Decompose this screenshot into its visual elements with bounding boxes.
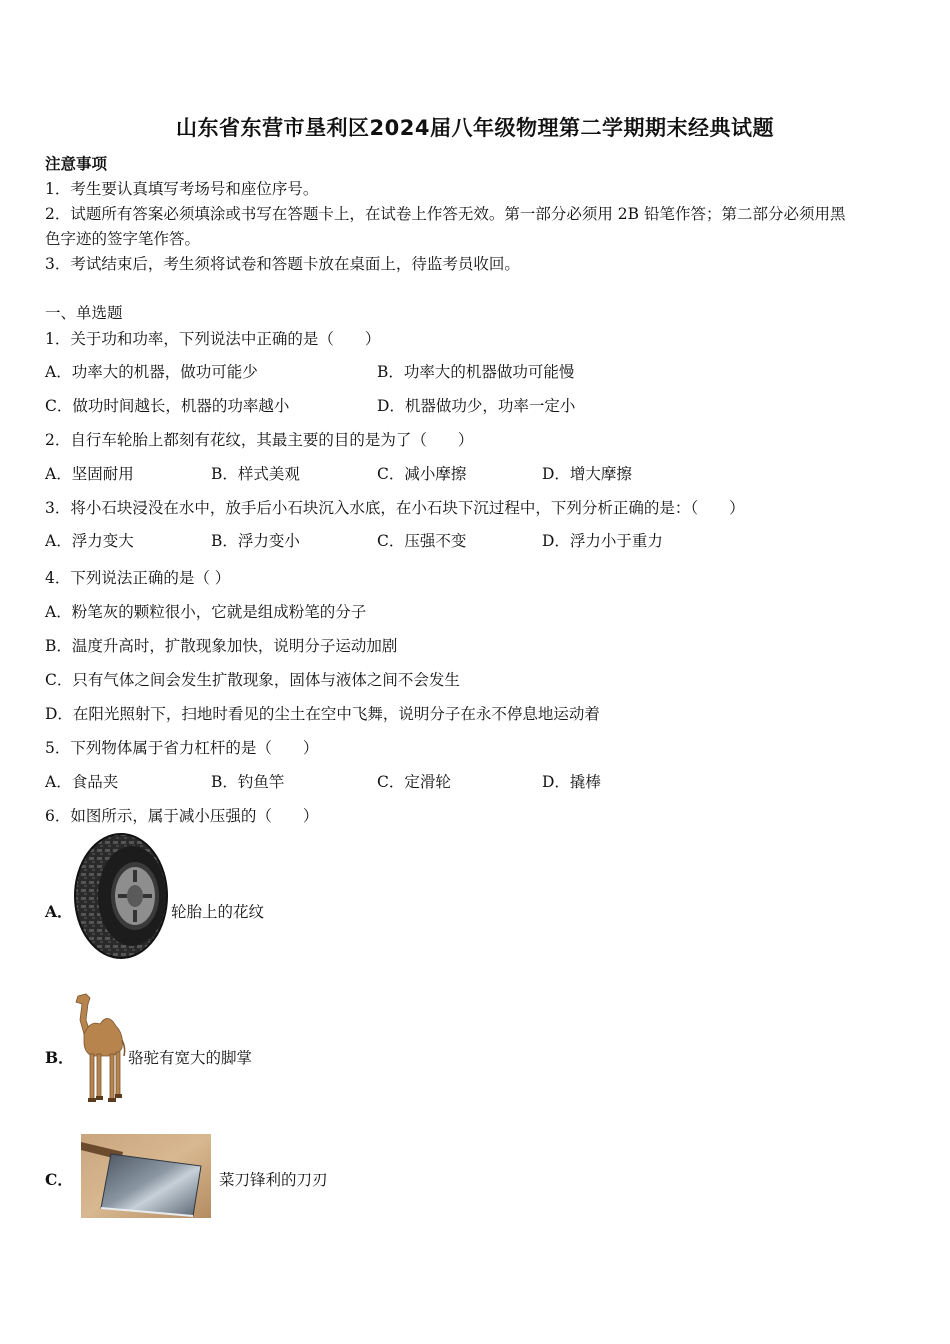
cleaver-image	[81, 1134, 211, 1218]
option-label: A．	[45, 902, 73, 921]
option: C．做功时间越长，机器的功率越小	[45, 397, 290, 415]
option-text: 轮胎上的花纹	[171, 903, 265, 921]
option: C．只有气体之间会发生扩散现象，固体与液体之间不会发生	[45, 671, 460, 689]
option: B．温度升高时，扩散现象加快，说明分子运动加剧	[45, 637, 398, 655]
option-text: 骆驼有宽大的脚掌	[128, 1049, 253, 1067]
tire-image	[72, 832, 170, 960]
question-stem: 5．下列物体属于省力杠杆的是（ ）	[45, 739, 319, 757]
option: B．浮力变小	[211, 532, 300, 550]
option-label: C．	[45, 1170, 73, 1189]
question-stem: 2．自行车轮胎上都刻有花纹，其最主要的目的是为了（ ）	[45, 431, 474, 449]
option: C．定滑轮	[377, 773, 451, 791]
question-stem: 3．将小石块浸没在水中，放手后小石块沉入水底，在小石块下沉过程中，下列分析正确的是：（ ）	[45, 499, 745, 517]
option: C．减小摩擦	[377, 465, 467, 483]
question-stem: 6．如图所示，属于减小压强的（ ）	[45, 807, 319, 825]
option: C．压强不变	[377, 532, 467, 550]
notice-item: 3．考试结束后，考生须将试卷和答题卡放在桌面上，待监考员收回。	[45, 255, 520, 273]
camel-image	[72, 990, 128, 1108]
option: D．机器做功少，功率一定小	[377, 397, 576, 415]
option: D．增大摩擦	[542, 465, 632, 483]
option: D．在阳光照射下，扫地时看见的尘土在空中飞舞，说明分子在永不停息地运动着	[45, 705, 600, 723]
option: D．撬棒	[542, 773, 601, 791]
option-text: 菜刀锋利的刀刃	[219, 1171, 328, 1189]
option: B．钓鱼竿	[211, 773, 285, 791]
option: B．功率大的机器做功可能慢	[377, 363, 575, 381]
option: A．粉笔灰的颗粒很小，它就是组成粉笔的分子	[45, 603, 367, 621]
option: D．浮力小于重力	[542, 532, 663, 550]
option: B．样式美观	[211, 465, 300, 483]
question-stem: 4．下列说法正确的是（ ）	[45, 569, 231, 587]
notice-item: 2．试题所有答案必须填涂或书写在答题卡上，在试卷上作答无效。第一部分必须用 2B 铅笔作答；第二部分必须用黑	[45, 205, 846, 223]
option: A．功率大的机器，做功可能少	[45, 363, 258, 381]
option: A．坚固耐用	[45, 465, 134, 483]
section-heading: 一、单选题	[45, 304, 123, 322]
question-stem: 1．关于功和功率，下列说法中正确的是（ ）	[45, 330, 381, 348]
option-label: B．	[45, 1048, 74, 1067]
option: A．浮力变大	[45, 532, 134, 550]
notice-item: 1．考生要认真填写考场号和座位序号。	[45, 180, 319, 198]
page-title: 山东省东营市垦利区2024届八年级物理第二学期期末经典试题	[176, 116, 774, 140]
option: A．食品夹	[45, 773, 119, 791]
notice-heading: 注意事项	[45, 154, 108, 173]
notice-item: 色字迹的签字笔作答。	[45, 230, 201, 248]
